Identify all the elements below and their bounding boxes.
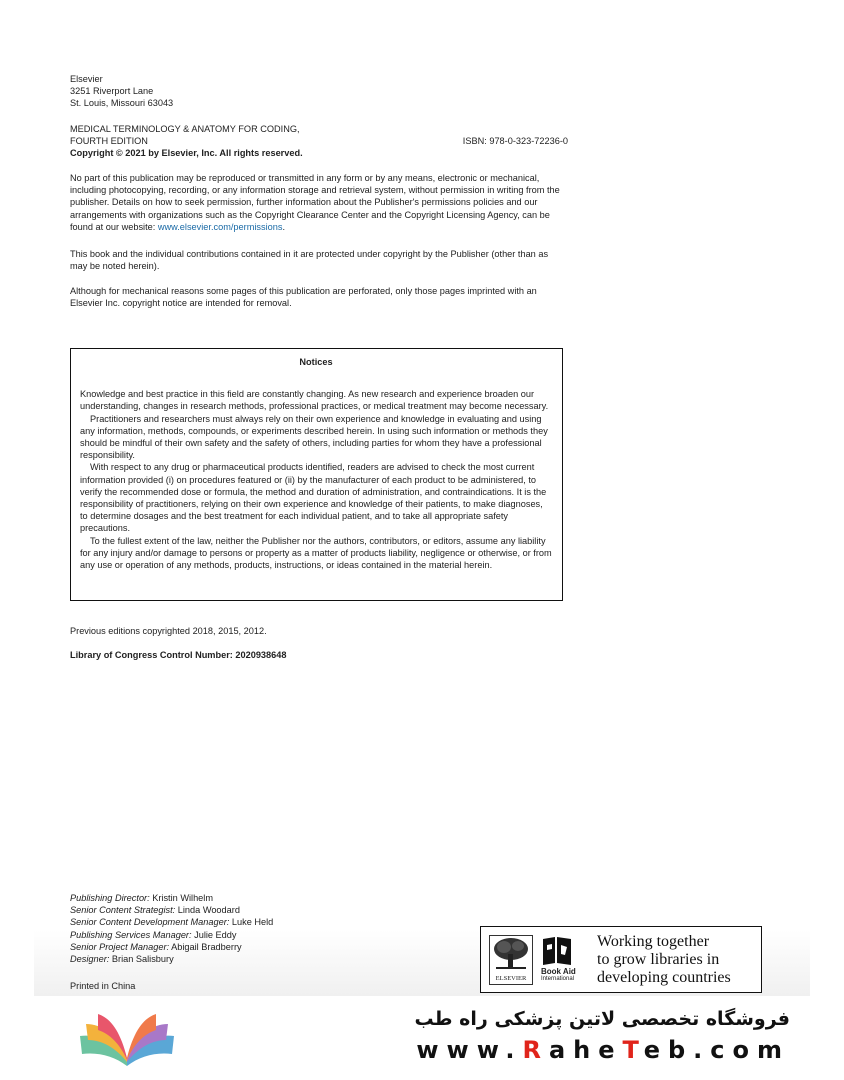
copyright-line: Copyright © 2021 by Elsevier, Inc. All rights reserved. xyxy=(70,148,303,159)
credit-name: Abigail Bradberry xyxy=(171,941,242,952)
rights-paragraph-1 xyxy=(70,172,562,233)
elsevier-label: ELSEVIER xyxy=(495,975,527,982)
credit-line xyxy=(70,953,273,965)
notices-paragraph-3: With respect to any drug or pharmaceutical products identified, readers are advised to check the most current information provided (i) on procedures featured or (ii) by the manufacturer of each product to be administered, to verify the recommended dose or formula, the method and duration of administration, and contraindications. It is the responsibility of practitioners, relying on their own experience and knowledge of their patients, to make diagnoses, to determine dosages and the best treatment for each individual patient, and to take all appropriate safety precautions. xyxy=(80,462,547,534)
footer-watermark xyxy=(0,996,844,1080)
bookaid-box xyxy=(480,926,762,993)
rights-paragraph-3: Although for mechanical reasons some pages of this publication are perforated, only those pages imprinted with an Elsevier Inc. copyright notice are intended for removal. xyxy=(70,286,537,309)
book-title-block xyxy=(70,123,568,160)
lccn: Library of Congress Control Number: 2020938648 xyxy=(70,650,287,660)
slogan-line2: to grow libraries in xyxy=(597,951,720,968)
rights-period: . xyxy=(282,221,285,232)
slogan-line3: developing countries xyxy=(597,969,731,986)
credit-line xyxy=(70,929,273,941)
notices-paragraph-4: To the fullest extent of the law, neither the Publisher nor the authors, contributors, or editors, assume any liability for any injury and/or damage to persons or property as a matter of products liability, negligence or otherwise, or from any use or operation of any methods, products, instructions, or ideas contained in the material herein. xyxy=(80,535,552,571)
credit-name: Brian Salisbury xyxy=(111,954,174,965)
website-url[interactable] xyxy=(416,1036,790,1064)
book-title-line1: MEDICAL TERMINOLOGY & ANATOMY FOR CODING, xyxy=(70,124,300,134)
credit-name: Linda Woodard xyxy=(177,905,240,916)
credit-line xyxy=(70,892,273,904)
credit-role: Senior Project Manager: xyxy=(70,941,170,952)
credit-line xyxy=(70,904,273,916)
tree-icon xyxy=(490,936,532,972)
notices-paragraph-2: Practitioners and researchers must always rely on their own experience and knowledge in evaluating and using any information, methods, compounds, or experiments described herein. In using such information or methods they should be mindful of their own safety and the safety of others, including parties for whom they have a professional responsibility. xyxy=(80,413,548,461)
elsevier-tree-logo xyxy=(489,935,533,985)
rights-paragraph-2: This book and the individual contributions contained in it are protected under copyright by the Publisher (other than as may be noted herein). xyxy=(70,249,549,272)
permissions-link[interactable]: www.elsevier.com/permissions xyxy=(157,221,283,232)
credit-name: Julie Eddy xyxy=(194,929,237,940)
book-aid-icon xyxy=(541,935,575,967)
credit-role: Designer: xyxy=(70,954,110,965)
notices-title: Notices xyxy=(299,357,333,367)
credit-role: Publishing Director: xyxy=(70,893,150,903)
rights-text: No part of this publication may be reproduced or transmitted in any form or by any means, electronic or mechanical, including photocopying, recording, or any information storage and retrieval system, without permission in writing from the publisher. Details on how to seek permission, further information about the Publisher's permissions policies and our arrangements with organizations such as the Copyright Clearance Center and the Copyright Licensing Agency, can be found at our website: xyxy=(70,173,560,232)
publisher-street: 3251 Riverport Lane xyxy=(70,86,154,97)
book-title-line2: FOURTH EDITION xyxy=(70,136,148,147)
bookaid-name: Book Aid xyxy=(541,967,576,976)
url-part: eb.com xyxy=(643,1036,790,1064)
bookaid-slogan xyxy=(597,933,731,987)
credit-line xyxy=(70,916,273,928)
printed-in: Printed in China xyxy=(70,981,136,991)
open-book-icon xyxy=(78,1010,176,1070)
notices-paragraph-1: Knowledge and best practice in this field are constantly changing. As new research and experience broaden our understanding, changes in research methods, professional practices, or medical treatment may become necessary. xyxy=(80,389,549,412)
publisher-city: St. Louis, Missouri 63043 xyxy=(70,98,174,109)
slogan-line1: Working together xyxy=(597,933,710,950)
bookaid-sub: International xyxy=(541,976,575,982)
credit-line xyxy=(70,941,273,953)
url-part: ahe xyxy=(548,1036,623,1064)
url-part: T xyxy=(622,1036,644,1064)
credits-list xyxy=(70,892,273,965)
previous-editions: Previous editions copyrighted 2018, 2015, 2012. xyxy=(70,626,267,636)
credit-name: Kristin Wilhelm xyxy=(152,893,213,903)
publisher-address xyxy=(70,73,173,110)
store-name-persian: فروشگاه تخصصی لاتین پزشکی راه طب xyxy=(414,1008,790,1030)
credit-role: Senior Content Strategist: xyxy=(70,905,176,916)
bookaid-logo xyxy=(541,935,575,985)
publisher-name: Elsevier xyxy=(70,74,103,84)
credit-role: Publishing Services Manager: xyxy=(70,929,192,940)
credit-role: Senior Content Development Manager: xyxy=(70,917,230,928)
url-part: R xyxy=(522,1036,549,1064)
url-part: www. xyxy=(416,1036,523,1064)
isbn: ISBN: 978-0-323-72236-0 xyxy=(462,136,568,146)
notices-box xyxy=(70,348,563,601)
credit-name: Luke Held xyxy=(231,917,274,928)
